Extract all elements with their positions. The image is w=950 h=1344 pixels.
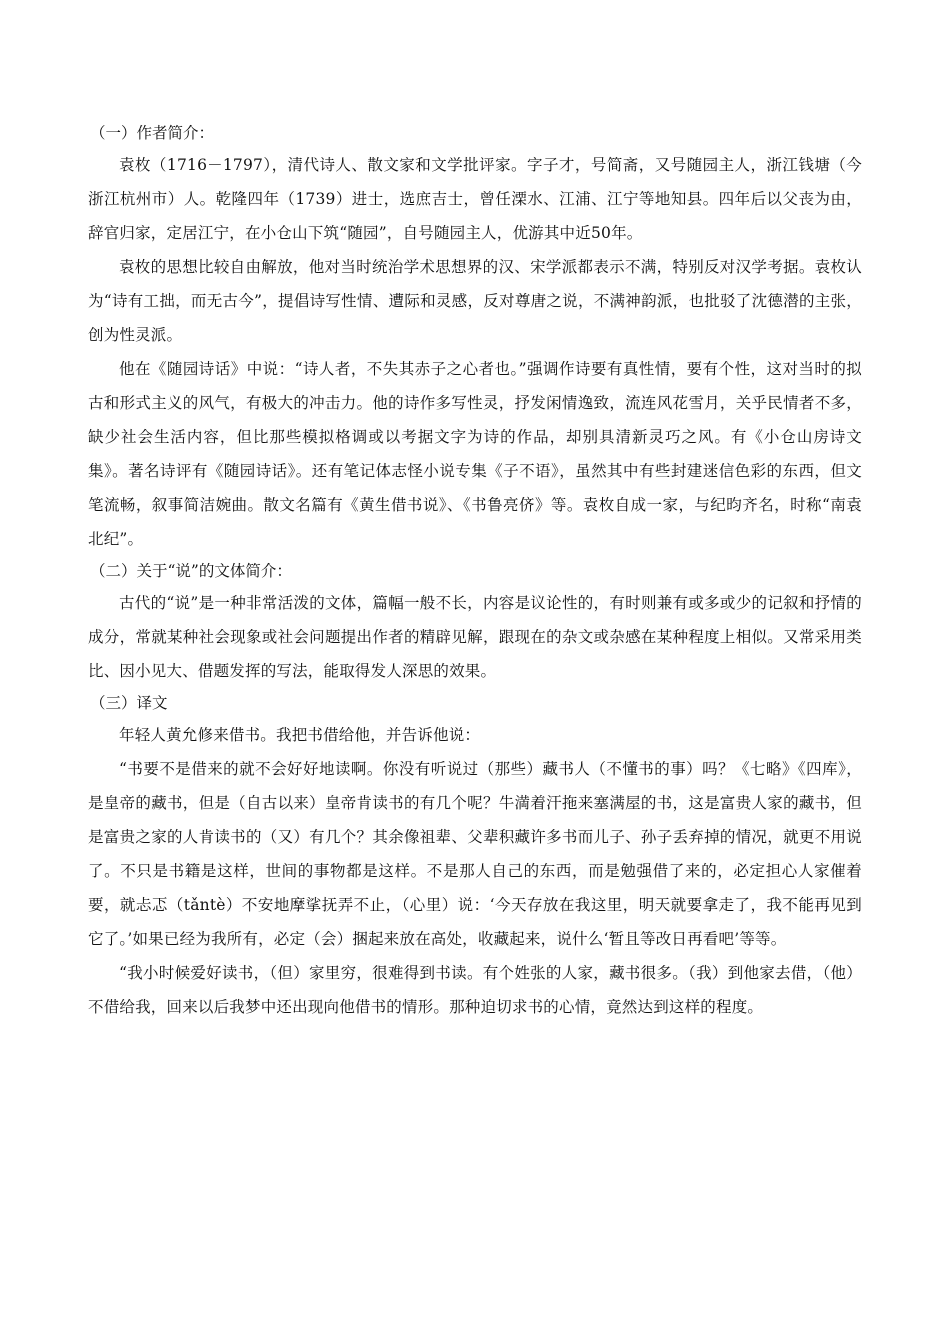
section-heading: （二）关于“说”的文体简介： [90,562,292,580]
section-translation [88,688,862,1024]
section-heading: （三）译文 [90,694,168,712]
paragraph: 古代的“说”是一种非常活泼的文体，篇幅一般不长，内容是议论性的，有时则兼有或多或少的记叙和抒情的成分，常就某种社会现象或社会问题提出作者的精辟见解，跟现在的杂文或杂感在某种程度上相似。又常采用类比、因小见大、借题发挥的写法，能取得发人深思的效果。 [88,594,862,680]
paragraph: 年轻人黄允修来借书。我把书借给他，并告诉他说： [119,726,481,744]
document-page [88,118,862,1024]
paragraph: 袁枚的思想比较自由解放，他对当时统治学术思想界的汉、宋学派都表示不满，特别反对汉学考据。袁枚认为“诗有工拙，而无古今”，提倡诗写性情、遭际和灵感，反对尊唐之说，不满神韵派，也批驳了沈德潜的主张，创为性灵派。 [88,258,862,344]
paragraph: “我小时候爱好读书，（但）家里穷，很难得到书读。有个姓张的人家，藏书很多。（我）到他家去借，（他）不借给我，回来以后我梦中还出现向他借书的情形。那种迫切求书的心情，竟然达到这样的程度。 [88,964,862,1016]
section-genre-intro [88,556,862,688]
paragraph: 他在《随园诗话》中说：“诗人者，不失其赤子之心者也。”强调作诗要有真性情，要有个性，这对当时的拟古和形式主义的风气，有极大的冲击力。他的诗作多写性灵，抒发闲情逸致，流连风花雪月，关乎民情者不多，缺少社会生活内容，但比那些模拟格调或以考据文字为诗的作品，却别具清新灵巧之风。有《小仓山房诗文集》。著名诗评有《随园诗话》。还有笔记体志怪小说专集《子不语》，虽然其中有些封建迷信色彩的东西，但文笔流畅，叙事简洁婉曲。散文名篇有《黄生借书说》、《书鲁亮侪》等。袁枚自成一家，与纪昀齐名，时称“南袁北纪”。 [88,360,862,548]
paragraph: 袁枚（1716－1797），清代诗人、散文家和文学批评家。字子才，号简斋，又号随园主人，浙江钱塘（今浙江杭州市）人。乾隆四年（1739）进士，选庶吉士，曾任溧水、江浦、江宁等地知县。四年后以父丧为由，辞官归家，定居江宁，在小仓山下筑“随园”，自号随园主人，优游其中近50年。 [88,156,862,242]
section-heading: （一）作者简介： [90,124,215,142]
section-author-intro [88,118,862,556]
paragraph: “书要不是借来的就不会好好地读啊。你没有听说过（那些）藏书人（不懂书的事）吗？《七略》《四库》，是皇帝的藏书，但是（自古以来）皇帝肯读书的有几个呢？牛満着汗拖来塞满屋的书，这是富贵人家的藏书，但是富贵之家的人肯读书的（又）有几个？其余像祖辈、父辈积藏许多书而儿子、孙子丢弃掉的情况，就更不用说了。不只是书籍是这样，世间的事物都是这样。不是那人自己的东西，而是勉强借了来的，必定担心人家催着要，就忐忑（tǎntè）不安地摩挲抚弄不止，（心里）说：‘今天存放在我这里，明天就要拿走了，我不能再见到它了。’如果已经为我所有，必定（会）捆起来放在高处，收藏起来，说什么‘暂且等改日再看吧’等等。 [88,760,862,948]
